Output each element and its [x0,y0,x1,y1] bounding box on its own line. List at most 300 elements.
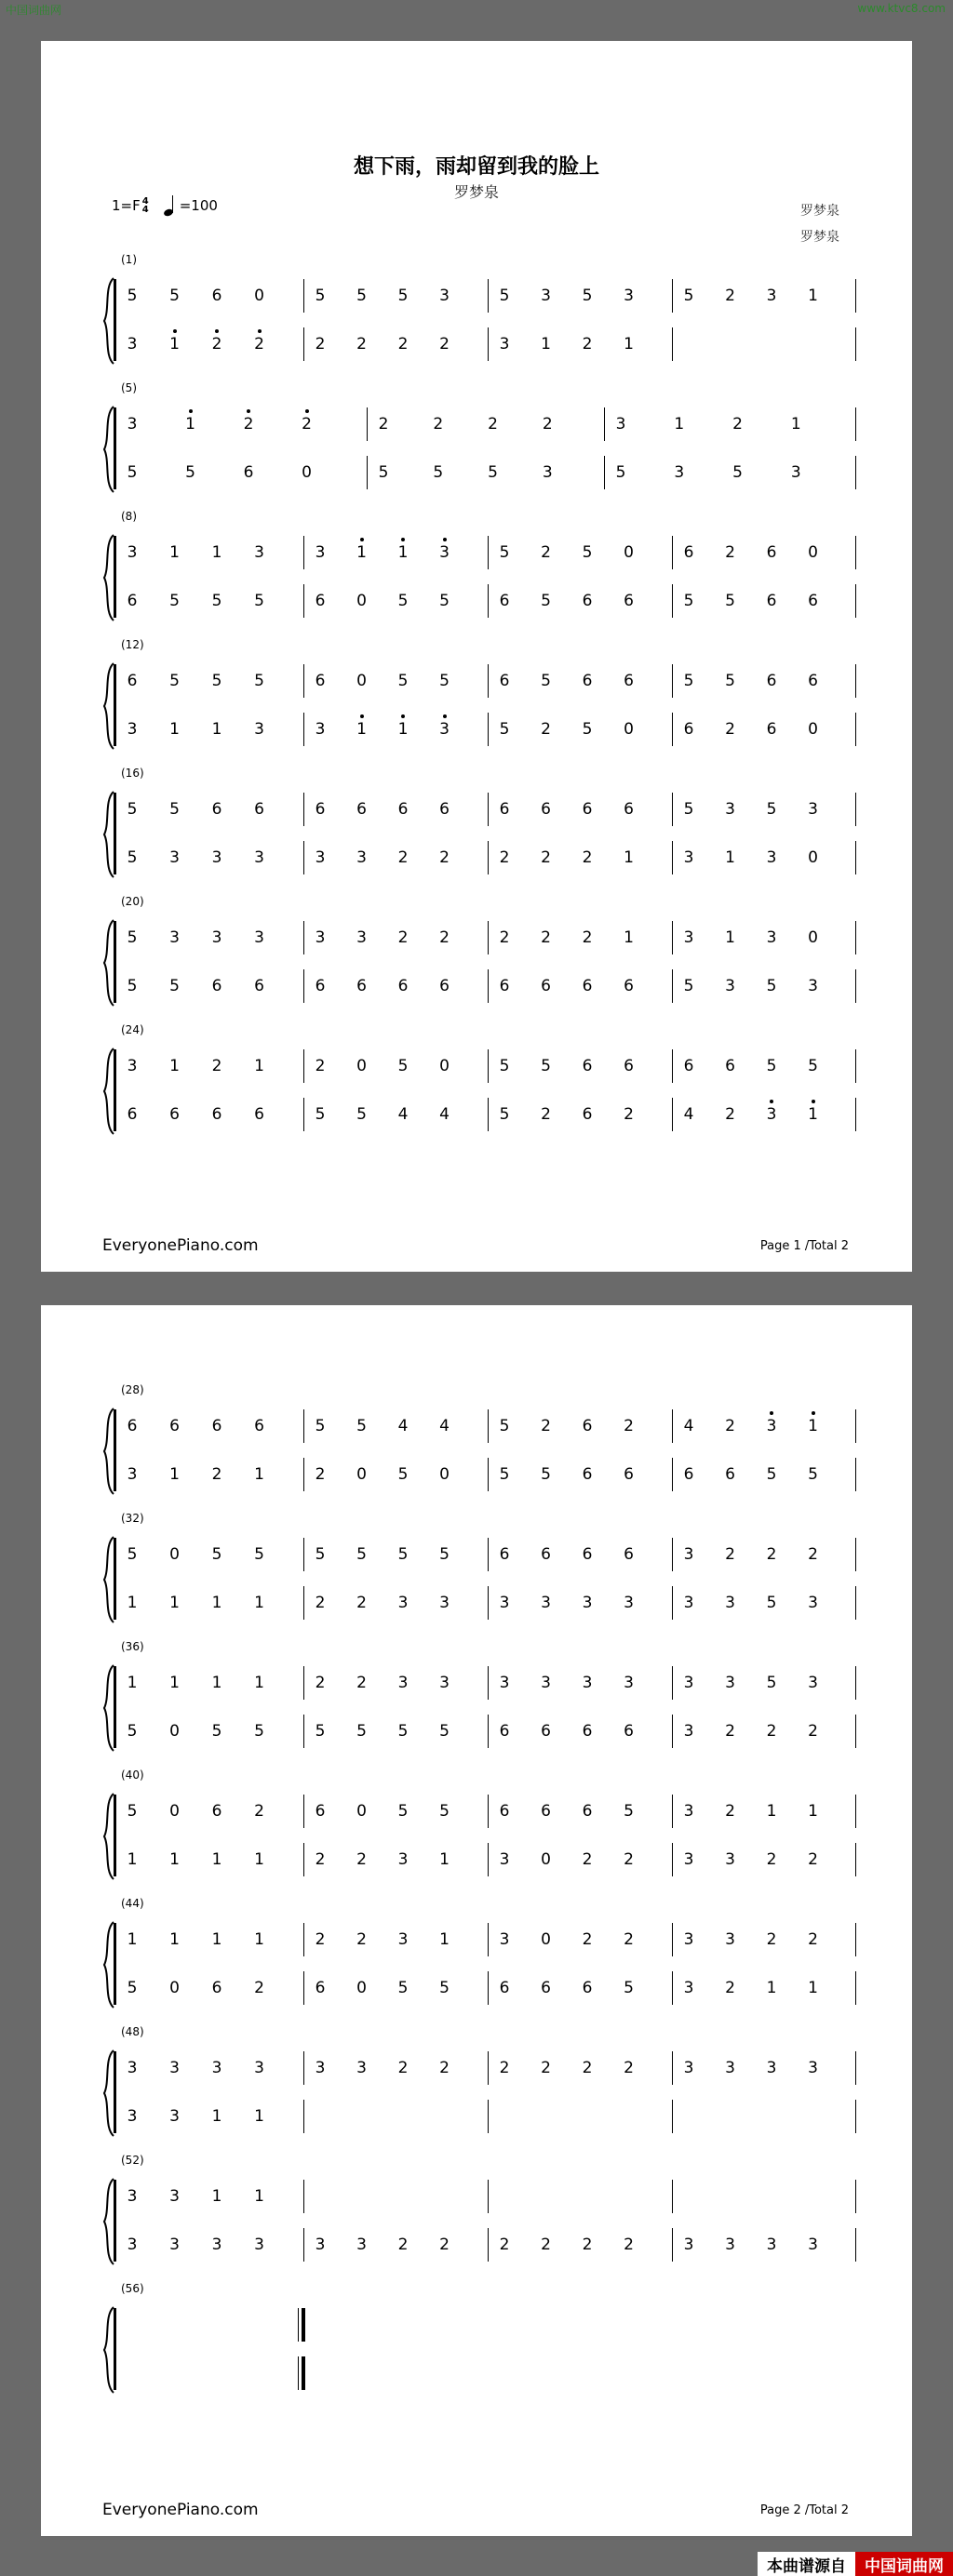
grand-staff-system [102,638,893,754]
measure [303,1586,490,1620]
note: 2 [582,1850,593,1869]
note: 6 [624,1057,634,1075]
note: 6 [211,1979,222,1997]
note: 3 [127,415,138,434]
note: 6 [582,1105,593,1124]
bass-staff [115,1586,893,1620]
note: 1 [808,287,818,305]
footer-brand: EveryonePiano.com [102,1236,259,1255]
note: 2 [356,1674,367,1692]
note: 5 [683,672,694,690]
note: 5 [397,672,409,690]
note: 2 [499,928,510,947]
note: 0 [439,1057,450,1075]
note: 2 [725,1979,735,1997]
note: 1 [254,1850,264,1869]
tempo-value: =100 [179,197,218,214]
octave-dot [770,1411,773,1415]
note: 3 [725,1850,735,1869]
octave-dot [258,329,262,333]
note: 5 [624,1802,634,1821]
note: 5 [499,1465,510,1484]
measure [115,664,305,698]
note: 6 [211,1105,222,1124]
time-top: 4 [141,196,149,207]
note: 5 [127,463,138,482]
note: 0 [808,720,818,739]
note: 5 [315,1722,326,1741]
bass-staff [115,1098,893,1131]
note: 6 [315,592,326,610]
note: 2 [542,415,553,434]
note: 6 [211,800,222,819]
measure [672,969,856,1003]
measure [115,1458,305,1491]
note: 1 [127,1930,138,1949]
note: 5 [683,592,694,610]
note: 1 [169,720,180,739]
note: 6 [624,977,634,995]
note: 3 [541,1594,551,1612]
note: 6 [624,1545,634,1564]
note: 2 [235,415,262,434]
measure [672,2228,856,2262]
note: 1 [725,928,735,947]
note: 3 [766,928,777,947]
note: 3 [766,2059,777,2077]
note: 3 [725,1594,735,1612]
note: 6 [315,800,326,819]
grand-staff-system [102,1640,893,1756]
note: 6 [766,672,777,690]
note: 6 [624,592,634,610]
note: 2 [725,1802,735,1821]
measure [303,1049,490,1083]
note: 5 [439,1979,450,1997]
note: 5 [397,1465,409,1484]
note: 0 [624,720,634,739]
octave-dot [360,714,364,718]
note: 2 [356,335,367,354]
measure [115,2228,305,2262]
measure-number: (40) [121,1768,144,1782]
note: 6 [766,543,777,562]
note: 0 [356,1057,367,1075]
note: 0 [624,543,634,562]
note: 2 [541,1417,551,1435]
treble-staff [115,664,893,698]
measure [303,841,490,874]
note: 5 [127,928,138,947]
note: 3 [254,720,264,739]
note: 5 [499,1105,510,1124]
octave-dot [401,538,405,541]
note: 6 [169,1105,180,1124]
note: 2 [439,335,450,354]
note: 6 [582,1802,593,1821]
note: 0 [356,1979,367,1997]
measure [488,2051,674,2085]
note: 2 [439,2236,450,2254]
note: 6 [254,1105,264,1124]
note: 2 [254,1979,264,1997]
note: 6 [127,1417,138,1435]
note: 6 [624,800,634,819]
measure [488,1538,674,1571]
note: 5 [397,1979,409,1997]
note: 2 [488,415,498,434]
octave-dot [215,329,219,333]
note: 4 [683,1105,694,1124]
measure [303,1923,490,1956]
source-banner[interactable] [758,2552,953,2576]
note: 2 [356,1594,367,1612]
treble-staff [115,2051,893,2085]
note: 3 [127,1057,138,1075]
note: 5 [315,1105,326,1124]
note: 3 [169,2107,180,2126]
measure [115,1971,305,2005]
measure [488,793,674,826]
note: 4 [397,1105,409,1124]
measure-number: (32) [121,1512,144,1525]
note: 0 [808,928,818,947]
note: 1 [169,1850,180,1869]
measure [115,407,369,441]
note: 2 [433,415,444,434]
note: 6 [211,1417,222,1435]
note: 2 [397,2236,409,2254]
note: 3 [499,335,510,354]
measure [488,536,674,569]
note: 6 [439,977,450,995]
treble-staff [115,2308,893,2342]
measure [367,456,606,489]
note: 1 [624,928,634,947]
note: 3 [254,848,264,867]
note: 1 [211,1930,222,1949]
composer-2: 罗梦泉 [800,230,839,245]
grand-staff-system [102,381,893,498]
bass-staff [115,2356,893,2390]
octave-dot [247,409,250,413]
measure [303,327,490,361]
note: 3 [766,2236,777,2254]
note: 5 [315,287,326,305]
note: 6 [439,800,450,819]
note: 5 [683,800,694,819]
note: 2 [624,1850,634,1869]
note: 2 [315,1674,326,1692]
treble-staff [115,1795,893,1828]
note: 1 [169,543,180,562]
measure [115,793,305,826]
note: 2 [624,2059,634,2077]
note: 2 [582,2059,593,2077]
note: 1 [254,2187,264,2206]
note: 0 [541,1850,551,1869]
note: 2 [725,1417,735,1435]
note: 6 [499,672,510,690]
note: 5 [582,287,593,305]
treble-staff [115,279,893,313]
note: 2 [397,848,409,867]
note: 3 [542,463,553,482]
note: 3 [315,848,326,867]
grand-staff-system [102,2154,893,2270]
note: 2 [725,720,735,739]
treble-staff [115,407,893,441]
note: 1 [254,1057,264,1075]
note: 2 [541,1105,551,1124]
note: 5 [315,1545,326,1564]
note: 1 [169,1594,180,1612]
note: 5 [541,1057,551,1075]
note: 2 [541,543,551,562]
measure [488,1458,674,1491]
note: 2 [624,1930,634,1949]
note: 0 [356,672,367,690]
note: 5 [541,592,551,610]
quarter-note-icon [164,195,177,216]
note: 0 [169,1979,180,1997]
measure [303,1538,490,1571]
note: 2 [624,2236,634,2254]
note: 0 [169,1545,180,1564]
note: 2 [254,1802,264,1821]
bass-staff [115,2228,893,2262]
treble-staff [115,921,893,954]
note: 3 [254,2059,264,2077]
note: 3 [127,2236,138,2254]
note: 3 [127,720,138,739]
measure [303,536,490,569]
measure [115,584,305,618]
note: 6 [315,1979,326,1997]
note: 5 [356,1722,367,1741]
measure [672,2051,856,2085]
note: 2 [246,335,274,354]
note: 1 [799,1105,827,1124]
note: 6 [624,672,634,690]
note: 6 [808,592,818,610]
measure [488,1715,674,1748]
note: 2 [732,415,743,434]
note: 0 [169,1722,180,1741]
note: 5 [356,1105,367,1124]
banner-site[interactable]: 中国词曲网 [855,2552,953,2576]
note: 5 [725,592,735,610]
bass-staff [115,713,893,746]
note: 6 [582,977,593,995]
note: 1 [254,1594,264,1612]
measure-number: (8) [121,510,137,523]
note: 3 [808,1594,818,1612]
bass-staff [115,456,893,489]
measure-number: (1) [121,253,137,266]
measure [488,1098,674,1131]
note: 2 [725,1545,735,1564]
note: 3 [808,800,818,819]
note: 3 [211,928,222,947]
note: 1 [127,1594,138,1612]
measure [672,1098,856,1131]
bass-staff [115,1971,893,2005]
note: 3 [582,1594,593,1612]
note: 3 [439,1594,450,1612]
measure [303,1795,490,1828]
note: 3 [725,977,735,995]
note: 5 [439,1722,450,1741]
grand-staff-system [102,510,893,626]
note: 6 [582,800,593,819]
note: 5 [766,800,777,819]
note: 1 [127,1850,138,1869]
note: 5 [766,1057,777,1075]
note: 6 [683,1465,694,1484]
note: 3 [725,2059,735,2077]
note: 2 [808,1722,818,1741]
note: 5 [808,1057,818,1075]
note: 3 [683,1930,694,1949]
note: 6 [254,800,264,819]
note: 3 [683,1722,694,1741]
note: 2 [541,848,551,867]
note: 3 [683,848,694,867]
note: 5 [499,1417,510,1435]
note: 1 [211,2107,222,2126]
note: 6 [397,977,409,995]
note: 2 [211,1057,222,1075]
note: 5 [378,463,389,482]
note: 3 [211,848,222,867]
note: 5 [433,463,444,482]
note: 1 [808,1979,818,1997]
note: 4 [683,1417,694,1435]
note: 5 [683,287,694,305]
key-tempo-line [112,195,218,216]
note: 6 [808,672,818,690]
measure [303,1971,490,2005]
sheet-page-1 [41,41,912,1272]
octave-dot [360,538,364,541]
note: 3 [624,1674,634,1692]
note: 5 [624,1979,634,1997]
note: 6 [582,1465,593,1484]
note: 2 [541,928,551,947]
note: 5 [397,592,409,610]
note: 5 [254,592,264,610]
note: 5 [439,592,450,610]
note: 3 [725,1930,735,1949]
octave-dot [173,329,177,333]
measure [303,713,490,746]
note: 2 [582,335,593,354]
note: 3 [356,2236,367,2254]
note: 1 [127,1674,138,1692]
final-barline [298,2308,305,2342]
measure [303,1715,490,1748]
note: 6 [356,800,367,819]
measure [488,2100,674,2133]
measure [672,664,856,698]
note: 3 [683,928,694,947]
note: 3 [431,720,459,739]
measure-number: (36) [121,1640,144,1653]
note: 3 [127,2059,138,2077]
note: 4 [439,1417,450,1435]
measure [303,584,490,618]
note: 6 [499,1722,510,1741]
measure [488,1971,674,2005]
note: 2 [439,928,450,947]
octave-dot [401,714,405,718]
note: 2 [541,2059,551,2077]
note: 1 [389,720,417,739]
note: 3 [397,1674,409,1692]
measure [303,2228,490,2262]
note: 0 [254,287,264,305]
site-url-right[interactable]: www.ktvc8.com [857,2,946,15]
note: 5 [766,1594,777,1612]
note: 5 [211,592,222,610]
note: 1 [254,2107,264,2126]
note: 2 [356,1930,367,1949]
note: 1 [211,2187,222,2206]
note: 3 [397,1930,409,1949]
note: 6 [541,1722,551,1741]
note: 3 [499,1850,510,1869]
note: 5 [439,1545,450,1564]
measure [115,1409,305,1443]
note: 5 [356,1417,367,1435]
note: 3 [766,287,777,305]
treble-staff [115,2180,893,2213]
note: 6 [315,672,326,690]
note: 5 [766,1674,777,1692]
measure [115,2180,305,2213]
measure [115,921,305,954]
measure [672,1409,856,1443]
note: 2 [766,1722,777,1741]
measure [672,1971,856,2005]
note: 1 [674,415,685,434]
note: 5 [127,1545,138,1564]
note: 6 [624,1465,634,1484]
treble-staff [115,1049,893,1083]
note: 1 [254,1930,264,1949]
note: 2 [766,1545,777,1564]
note: 6 [254,977,264,995]
note: 0 [808,848,818,867]
measure [672,536,856,569]
note: 3 [499,1930,510,1949]
note: 6 [725,1057,735,1075]
measure [115,327,305,361]
note: 6 [243,463,254,482]
note: 2 [725,543,735,562]
measure [115,2356,116,2390]
measure [115,713,305,746]
composer-1: 罗梦泉 [800,204,839,219]
measure [115,2051,305,2085]
note: 3 [790,463,801,482]
note: 1 [177,415,205,434]
note: 3 [315,2059,326,2077]
site-logo-left[interactable]: 中国词曲网 [6,4,62,17]
note: 2 [725,287,735,305]
measure [488,841,674,874]
